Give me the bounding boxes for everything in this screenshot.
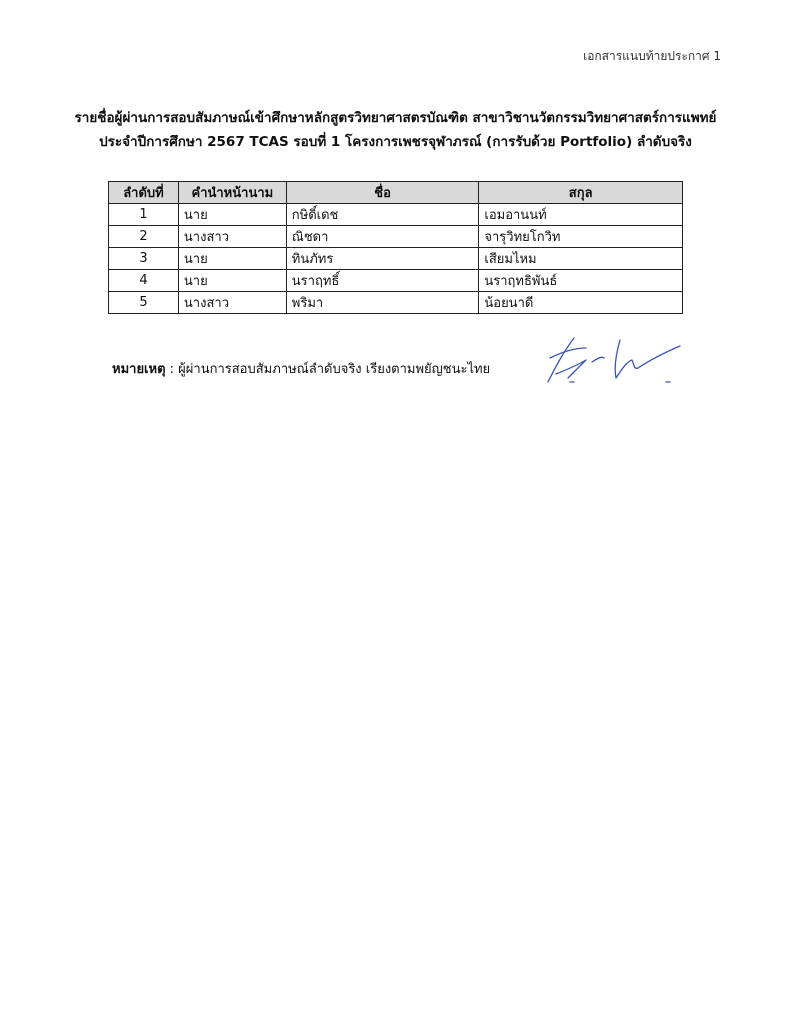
footnote-text: ผู้ผ่านการสอบสัมภาษณ์ลำดับจริง เรียงตามพยัญชนะไทย: [178, 362, 491, 377]
signature-strokes: [548, 338, 680, 382]
header-first-name: ชื่อ: [286, 182, 479, 204]
cell-first-name: กษิดิ์เดช: [286, 204, 479, 226]
table-row: [109, 248, 683, 270]
cell-prefix: นาย: [178, 204, 286, 226]
results-table: [108, 181, 683, 314]
cell-surname: เสียมไหม: [479, 248, 683, 270]
cell-surname: น้อยนาดี: [479, 292, 683, 314]
footnote: [112, 358, 490, 379]
cell-surname: เอมอานนท์: [479, 204, 683, 226]
cell-prefix: นาย: [178, 270, 286, 292]
cell-first-name: ทินภัทร: [286, 248, 479, 270]
header-surname: สกุล: [479, 182, 683, 204]
cell-order: 4: [109, 270, 179, 292]
cell-first-name: นราฤทธิ์: [286, 270, 479, 292]
cell-order: 3: [109, 248, 179, 270]
cell-surname: นราฤทธิพันธ์: [479, 270, 683, 292]
footnote-label: หมายเหตุ: [112, 362, 166, 377]
table-row: [109, 226, 683, 248]
cell-prefix: นางสาว: [178, 292, 286, 314]
cell-prefix: นาย: [178, 248, 286, 270]
cell-first-name: ณิชดา: [286, 226, 479, 248]
cell-first-name: พริมา: [286, 292, 479, 314]
cell-order: 5: [109, 292, 179, 314]
header-prefix: คำนำหน้านาม: [178, 182, 286, 204]
table-row: [109, 292, 683, 314]
table-header-row: [109, 182, 683, 204]
header-order: ลำดับที่: [109, 182, 179, 204]
signature-image: [540, 332, 690, 387]
footnote-separator: :: [165, 362, 179, 377]
document-title: [40, 106, 751, 154]
cell-order: 1: [109, 204, 179, 226]
table-row: [109, 204, 683, 226]
cell-prefix: นางสาว: [178, 226, 286, 248]
attachment-label: เอกสารแนบท้ายประกาศ 1: [583, 49, 721, 63]
cell-surname: จารุวิทยโกวิท: [479, 226, 683, 248]
title-line-2: ประจำปีการศึกษา 2567 TCAS รอบที่ 1 โครงการเพชรจุฬาภรณ์ (การรับด้วย Portfolio) ลำดับจริง: [99, 134, 692, 150]
table-row: [109, 270, 683, 292]
title-line-1: รายชื่อผู้ผ่านการสอบสัมภาษณ์เข้าศึกษาหลักสูตรวิทยาศาสตรบัณฑิต สาขาวิชานวัตกรรมวิทยาศาสตร์การแพทย์: [74, 110, 717, 126]
cell-order: 2: [109, 226, 179, 248]
